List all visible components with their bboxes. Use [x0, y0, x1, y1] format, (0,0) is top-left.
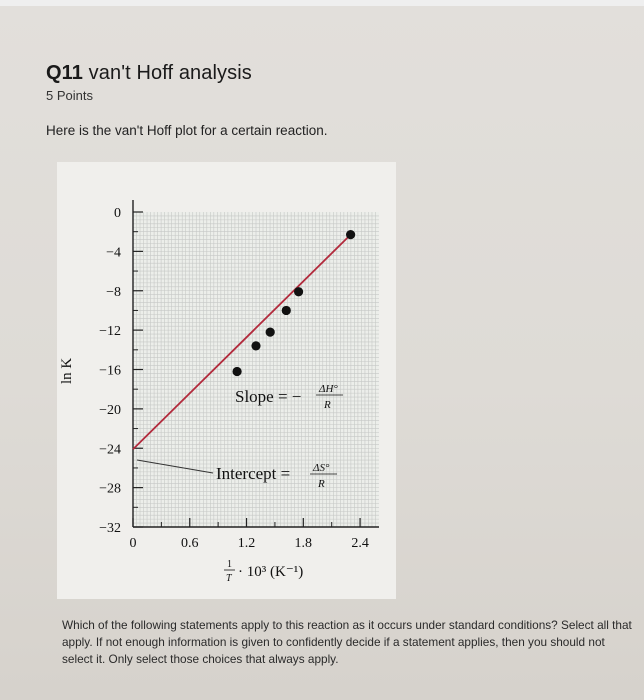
data-point — [294, 287, 303, 296]
y-tick-label: −4 — [106, 245, 121, 261]
y-tick-label: 0 — [114, 206, 121, 221]
question-title — [46, 62, 252, 85]
y-tick-label: −16 — [99, 363, 121, 379]
data-point — [266, 327, 275, 336]
data-point — [346, 230, 355, 239]
data-point — [282, 306, 291, 315]
question-intro: Here is the van't Hoff plot for a certain reaction. — [46, 123, 328, 138]
slope-denominator: R — [324, 399, 331, 411]
question-body: Which of the following statements apply to this reaction as it occurs under standard conditions? Select all that apply. If not enough information is given to confidently decide if a statement applies, then you should not select it. Only select those choices that always apply. — [62, 618, 632, 666]
vant-hoff-figure — [57, 162, 396, 599]
y-tick-label: −32 — [99, 521, 121, 536]
x-label-fraction-den: T — [226, 573, 232, 584]
intercept-label: Intercept = — [216, 464, 291, 483]
question-points: 5 Points — [46, 88, 93, 103]
y-tick-label: −24 — [99, 442, 121, 458]
intercept-denominator: R — [318, 478, 325, 490]
x-tick-label: 0.6 — [181, 536, 199, 551]
slope-label: Slope = − — [235, 387, 302, 406]
y-tick-label: −28 — [99, 481, 121, 497]
y-axis-label: ln K — [59, 357, 75, 384]
top-bar — [0, 0, 644, 6]
question-title-text: van't Hoff analysis — [88, 62, 252, 84]
y-tick-label: −12 — [99, 324, 121, 340]
x-tick-label: 2.4 — [351, 536, 369, 551]
data-point — [251, 341, 260, 350]
data-point — [232, 367, 241, 376]
question-number: Q11 — [46, 62, 83, 84]
intercept-numerator: ΔS° — [313, 462, 330, 474]
vant-hoff-chart — [57, 162, 396, 599]
x-tick-label: 0 — [129, 536, 137, 551]
y-tick-label: −20 — [99, 402, 121, 418]
x-tick-label: 1.2 — [237, 536, 256, 551]
x-axis-label: · 10³ (K⁻¹) — [238, 564, 304, 580]
x-label-fraction-num: 1 — [227, 559, 232, 570]
slope-numerator: ΔH° — [319, 383, 338, 395]
y-tick-label: −8 — [106, 284, 121, 300]
x-tick-label: 1.8 — [294, 536, 313, 551]
